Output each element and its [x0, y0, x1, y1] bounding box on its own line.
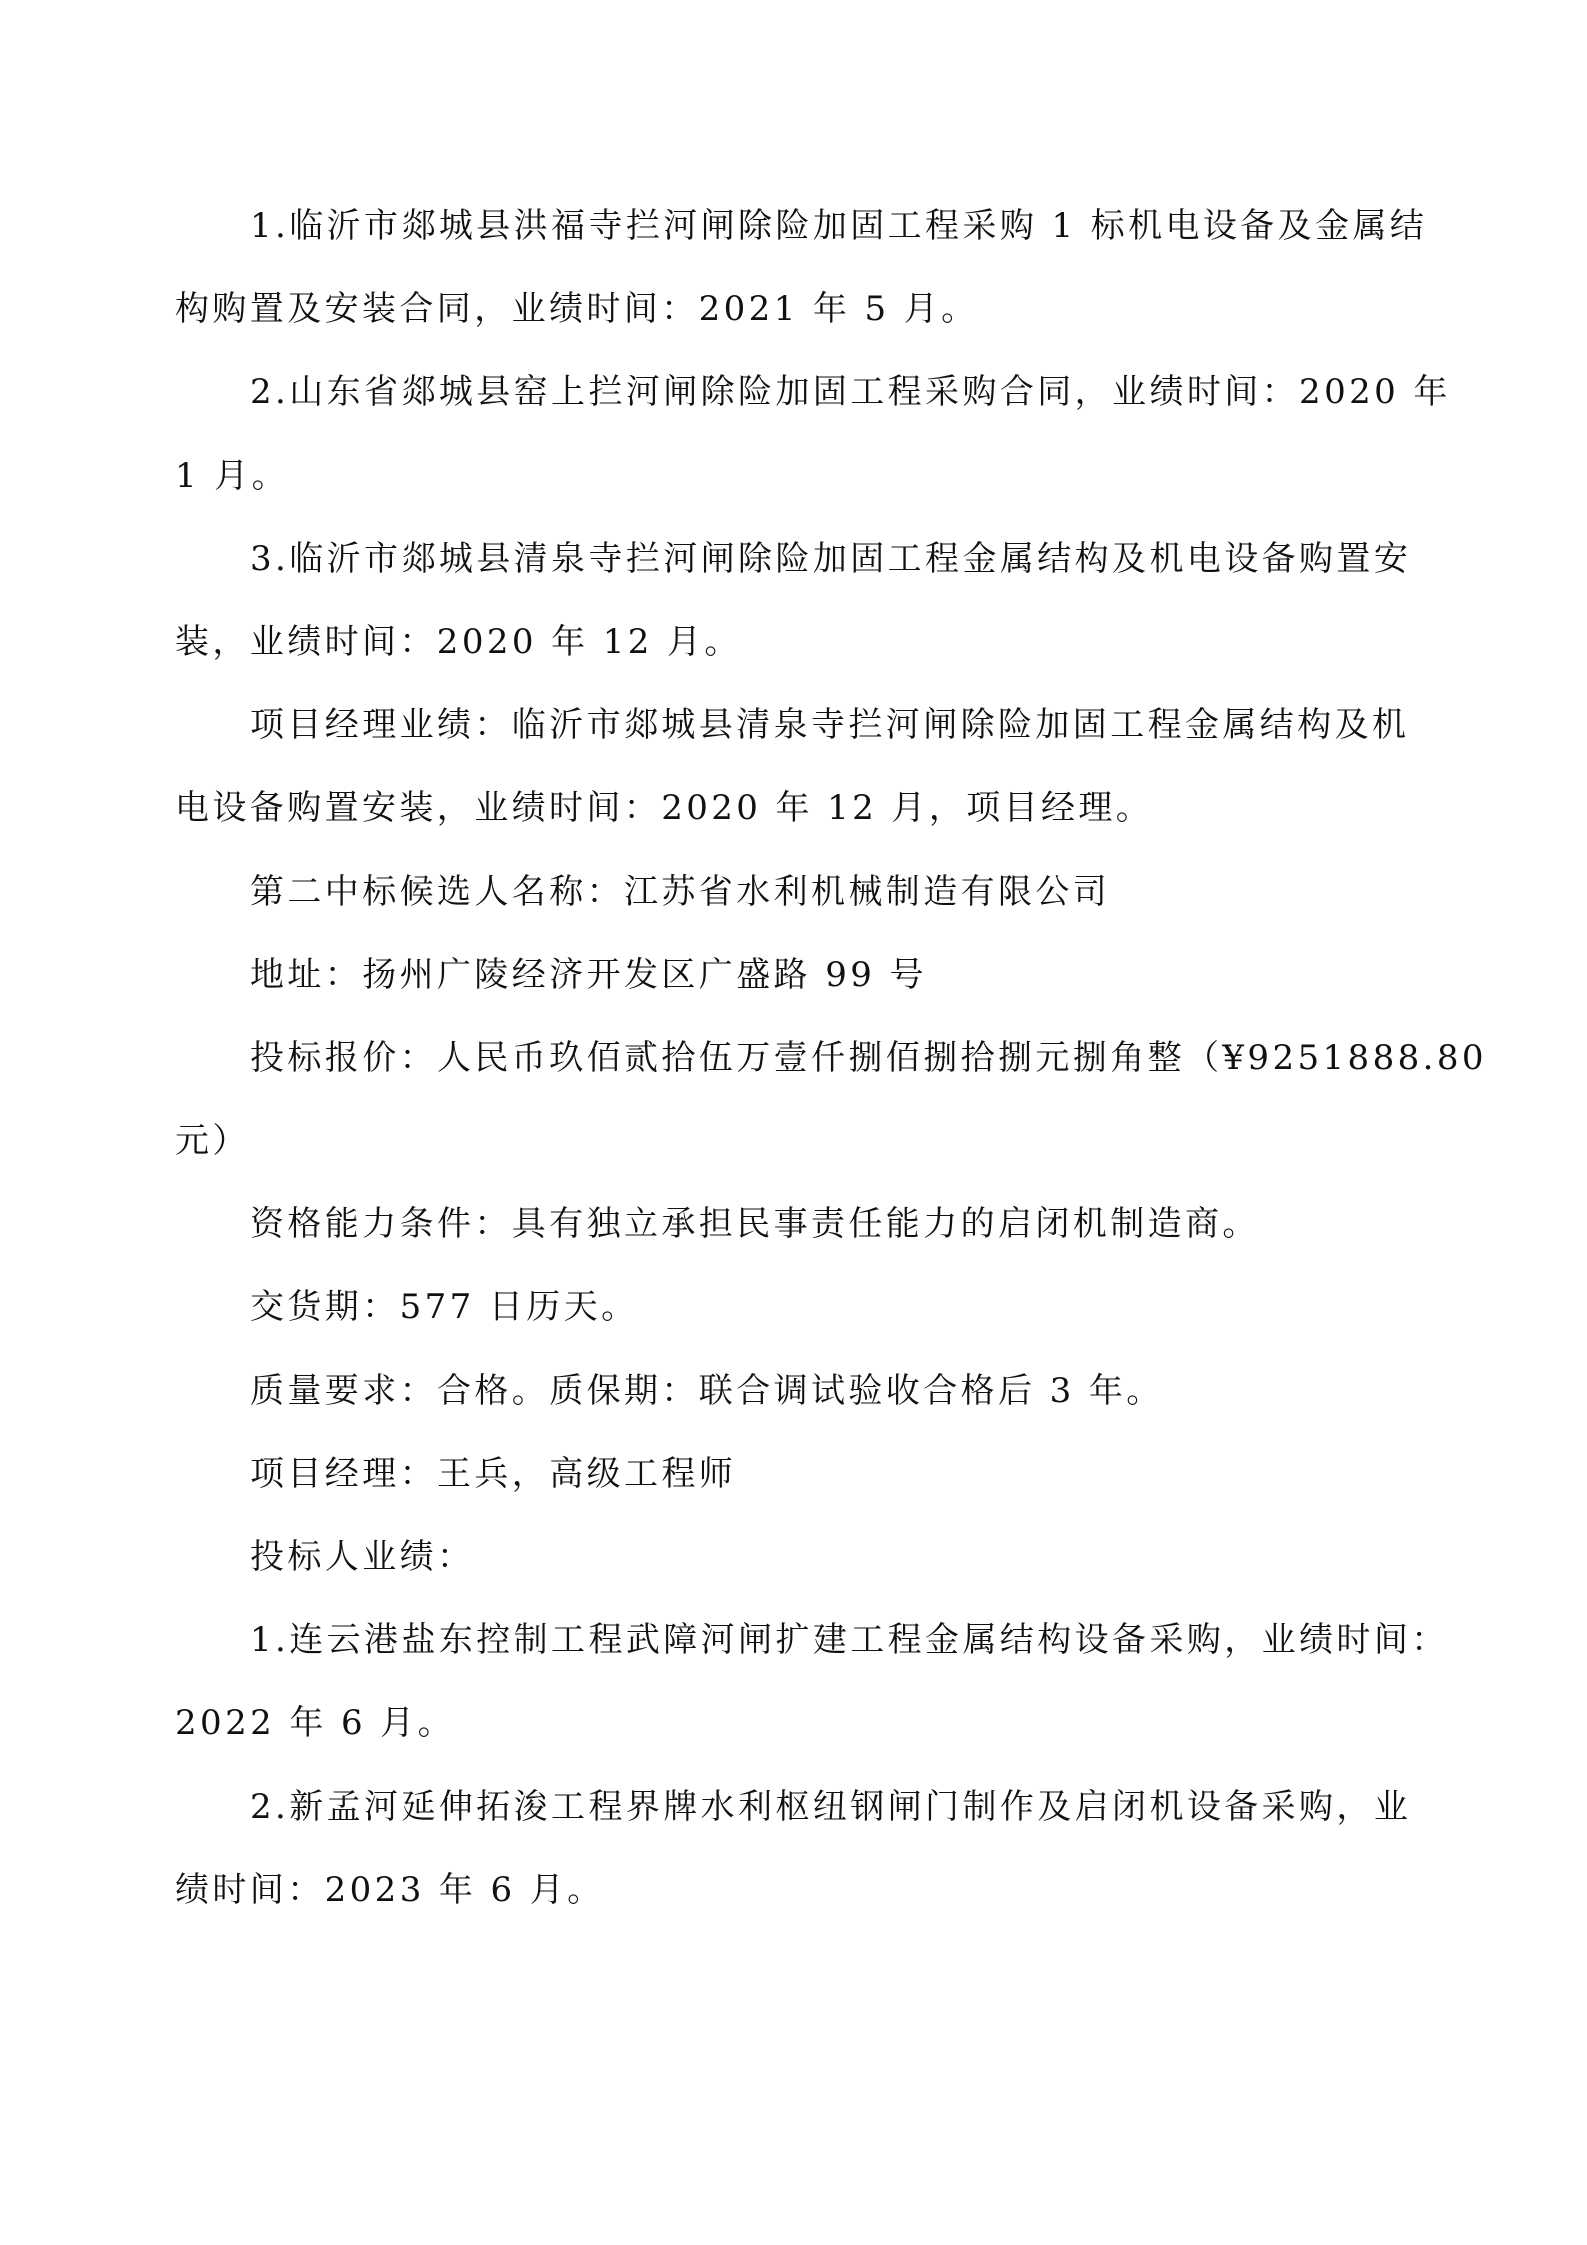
- paragraph: [175, 518, 1415, 684]
- text-line: 2.山东省郯城县窑上拦河闸除险加固工程采购合同，业绩时间：2020 年: [250, 372, 1451, 413]
- text-line: 地址：扬州广陵经济开发区广盛路 99 号: [250, 954, 927, 995]
- paragraph: [175, 351, 1451, 517]
- paragraph: [175, 1433, 1415, 1516]
- paragraph: [175, 1266, 1415, 1349]
- paragraph: [175, 1350, 1415, 1433]
- document-body: [175, 185, 1487, 1932]
- text-line: 第二中标候选人名称：江苏省水利机械制造有限公司: [250, 871, 1111, 912]
- text-line: 资格能力条件：具有独立承担民事责任能力的启闭机制造商。: [250, 1204, 1260, 1245]
- paragraph: [175, 1599, 1449, 1765]
- text-line: 质量要求：合格。质保期：联合调试验收合格后 3 年。: [250, 1370, 1164, 1411]
- text-line: 1 月。: [175, 455, 290, 496]
- text-line: 1.连云港盐东控制工程武障河闸扩建工程金属结构设备采购，业绩时间：: [250, 1620, 1449, 1661]
- paragraph: [175, 851, 1415, 934]
- text-line: 电设备购置安装，业绩时间：2020 年 12 月，项目经理。: [175, 788, 1154, 829]
- paragraph: [175, 1516, 1415, 1599]
- text-line: 投标人业绩：: [250, 1537, 475, 1577]
- text-line: 3.临沂市郯城县清泉寺拦河闸除险加固工程金属结构及机电设备购置安: [250, 538, 1412, 579]
- paragraph: [175, 185, 1428, 351]
- text-line: 投标报价：人民币玖佰贰拾伍万壹仟捌佰捌拾捌元捌角整（¥9251888.80: [250, 1037, 1487, 1078]
- paragraph: [175, 934, 1415, 1017]
- text-line: 构购置及安装合同，业绩时间：2021 年 5 月。: [175, 289, 979, 330]
- paragraph: [175, 684, 1415, 850]
- paragraph: [175, 1017, 1487, 1183]
- text-line: 交货期：577 日历天。: [250, 1287, 639, 1328]
- text-line: 2022 年 6 月。: [175, 1703, 455, 1744]
- text-line: 项目经理业绩：临沂市郯城县清泉寺拦河闸除险加固工程金属结构及机: [250, 705, 1410, 746]
- text-line: 元）: [175, 1121, 250, 1162]
- paragraph: [175, 1766, 1415, 1932]
- text-line: 绩时间：2023 年 6 月。: [175, 1869, 605, 1910]
- paragraph: [175, 1183, 1415, 1266]
- text-line: 1.临沂市郯城县洪福寺拦河闸除险加固工程采购 1 标机电设备及金属结: [250, 206, 1428, 246]
- text-line: 2.新孟河延伸拓浚工程界牌水利枢纽钢闸门制作及启闭机设备采购，业: [250, 1786, 1412, 1827]
- text-line: 项目经理：王兵，高级工程师: [250, 1453, 737, 1494]
- text-line: 装，业绩时间：2020 年 12 月。: [175, 621, 742, 662]
